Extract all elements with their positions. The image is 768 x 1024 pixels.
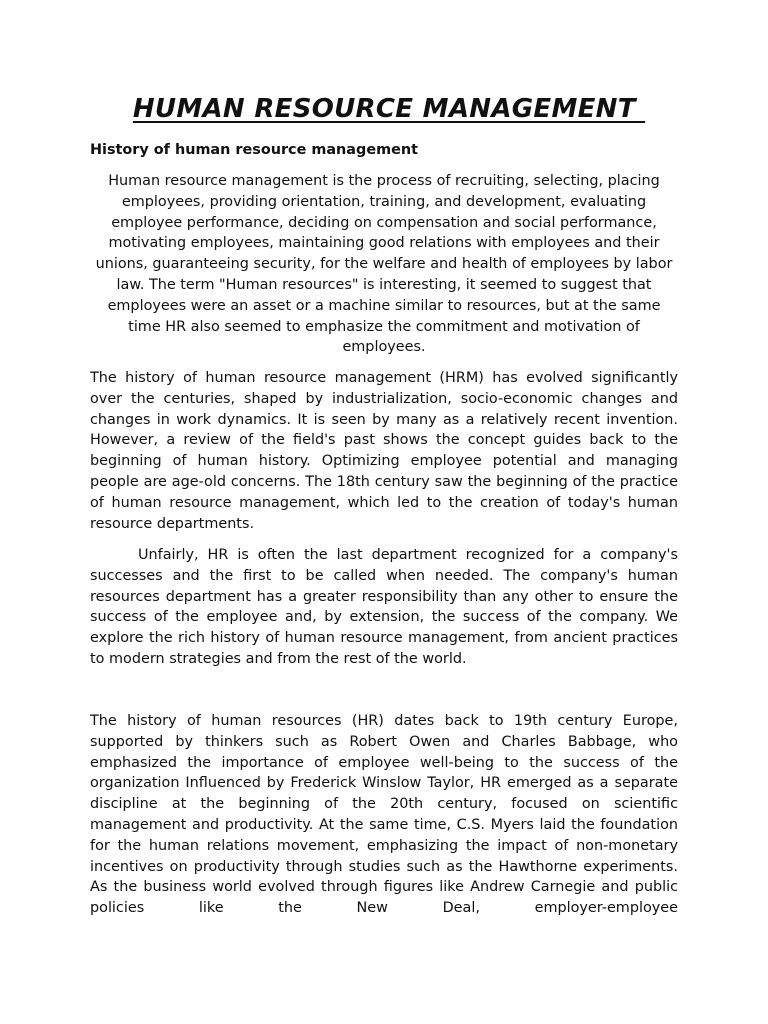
hr-origins-paragraph: The history of human resources (HR) dates back to 19th century Europe, supported by thinkers such as Robert Owen and Charles Babbage, who emphasized the importance of employee well-being to the success of the organization Influenced by Frederick Winslow Taylor, HR emerged as a separate discipline at the beginning of the 20th century, focused on scientific management and productivity. At the same time, C.S. Myers laid the foundation for the human relations movement, emphasizing the impact of non-monetary incentives on productivity through studies such as the Hawthorne experiments. As the business world evolved through figures like Andrew Carnegie and public policies like the New Deal, employer-employee [90, 713, 678, 917]
hr-recognition-paragraph: Unfairly, HR is often the last department recognized for a company's successes and the first to be called when needed. The company's human resources department has a greater responsibility than any other to ensure the success of the employee and, by extension, the success of the company. We explore the rich history of human resource management, from ancient practices to modern strategies and from the rest of the world. [90, 547, 678, 667]
document-title: HUMAN RESOURCE MANAGEMENT [132, 94, 646, 124]
section-heading: History of human resource management [90, 142, 418, 158]
intro-paragraph: Human resource management is the process of recruiting, selecting, placing employees, providing orientation, training, and development, evaluating employee performance, deciding on compensation and social performance, motivating employees, maintaining good relations with employees and their unions, guaranteeing security, for the welfare and health of employees by labor law. The term "Human resources" is interesting, it seemed to suggest that employees were an asset or a machine similar to resources, but at the same time HR also seemed to emphasize the commitment and motivation of employees. [95, 173, 673, 356]
hrm-history-paragraph: The history of human resource management (HRM) has evolved significantly over the centuries, shaped by industrialization, socio-economic changes and changes in work dynamics. It is seen by many as a relatively recent invention. However, a review of the field's past shows the concept guides back to the beginning of human history. Optimizing employee potential and managing people are age-old concerns. The 18th century saw the beginning of the practice of human resource management, which led to the creation of today's human resource departments. [90, 370, 678, 532]
